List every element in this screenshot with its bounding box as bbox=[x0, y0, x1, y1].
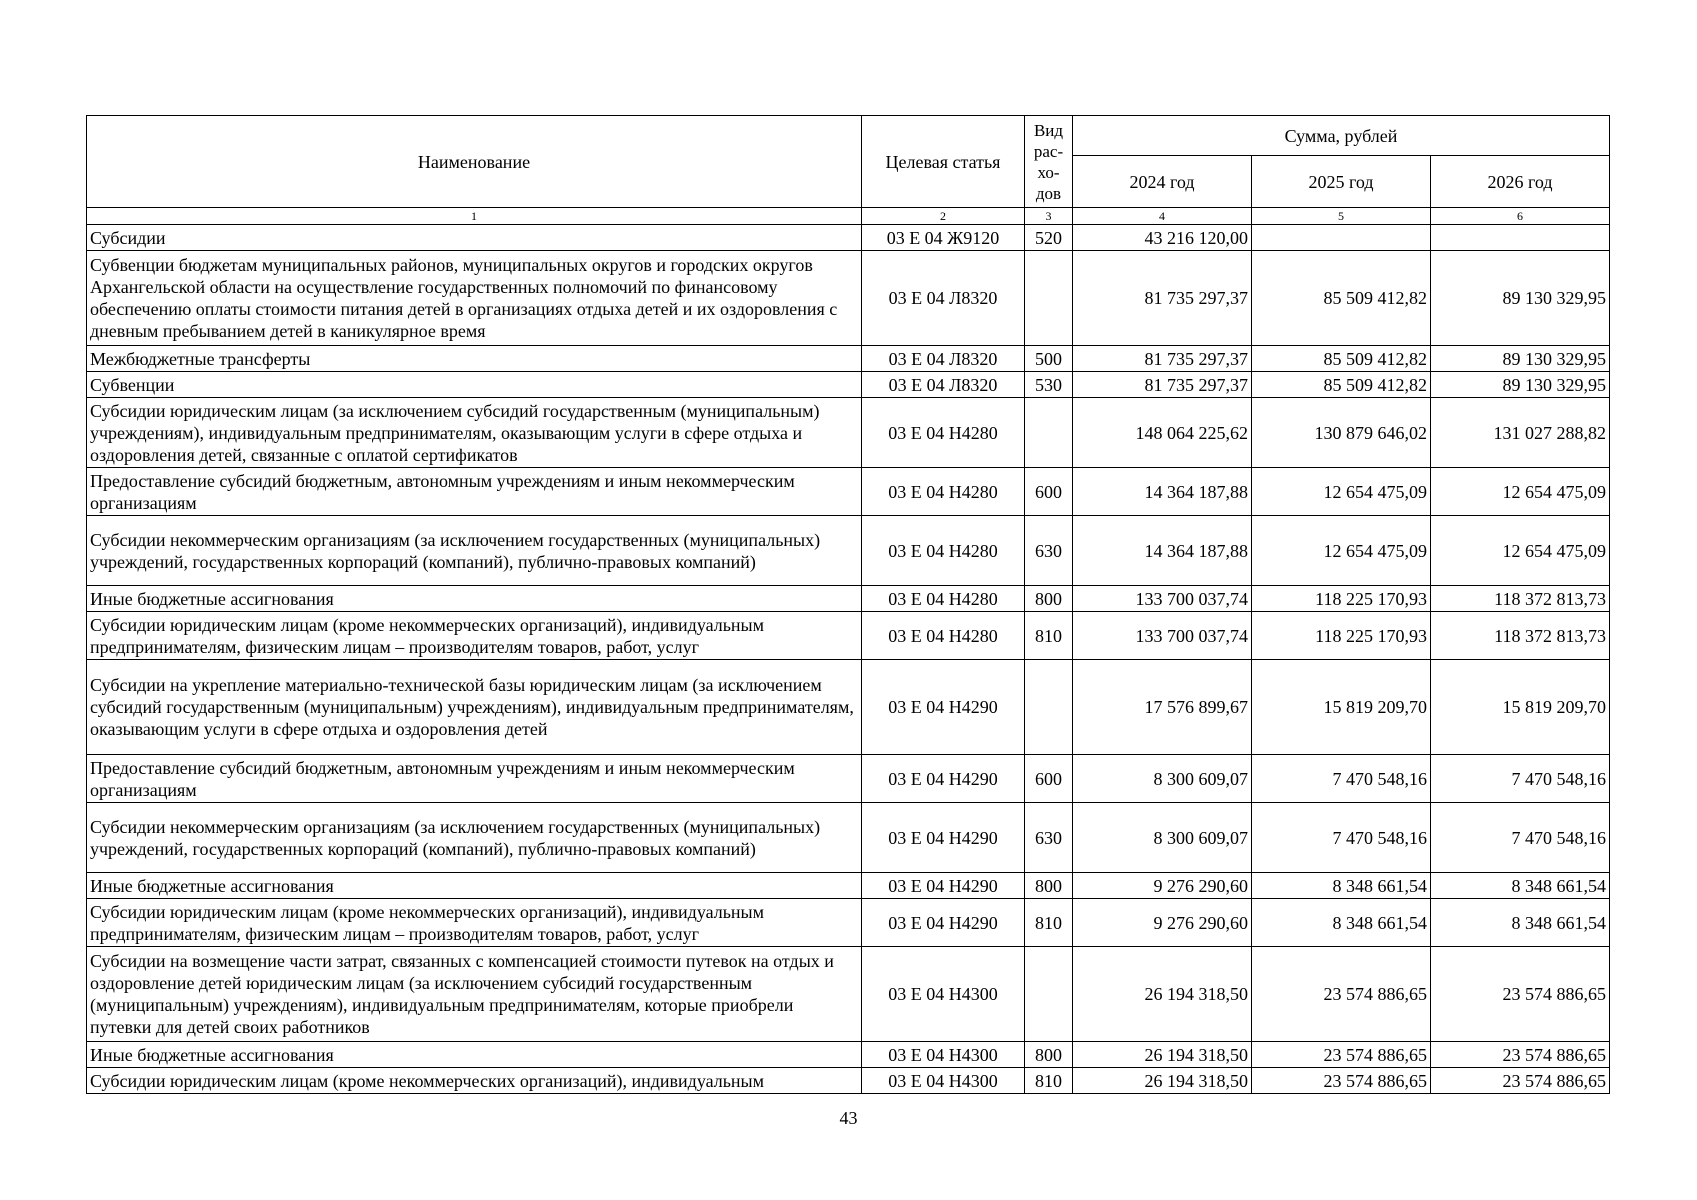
table-row bbox=[87, 398, 1610, 468]
row-amount-2026: 12 654 475,09 bbox=[1431, 516, 1610, 586]
row-target-article: 03 Е 04 Н4290 bbox=[862, 899, 1025, 947]
table-row bbox=[87, 1042, 1610, 1068]
table-row bbox=[87, 586, 1610, 612]
row-name: Предоставление субсидий бюджетным, автономным учреждениям и иным некоммерческим организациям bbox=[87, 755, 862, 803]
row-amount-2025: 15 819 209,70 bbox=[1252, 660, 1431, 755]
row-amount-2026: 15 819 209,70 bbox=[1431, 660, 1610, 755]
row-amount-2025: 23 574 886,65 bbox=[1252, 1042, 1431, 1068]
column-number: 6 bbox=[1431, 208, 1610, 225]
row-amount-2026: 23 574 886,65 bbox=[1431, 1068, 1610, 1094]
row-name: Субсидии юридическим лицам (кроме некоммерческих организаций), индивидуальным предпринимателям, физическим лицам – производителям товаров, работ, услуг bbox=[87, 612, 862, 660]
row-name: Иные бюджетные ассигнования bbox=[87, 873, 862, 899]
table-row bbox=[87, 899, 1610, 947]
row-target-article: 03 Е 04 Н4290 bbox=[862, 755, 1025, 803]
table-row bbox=[87, 516, 1610, 586]
row-name: Субсидии некоммерческим организациям (за исключением государственных (муниципальных) учреждений, государственных корпораций (компаний), публично-правовых компаний) bbox=[87, 516, 862, 586]
table-row bbox=[87, 468, 1610, 516]
row-name: Субсидии на укрепление материально-технической базы юридическим лицам (за исключением субсидий государственным (муниципальным) учреждениям), индивидуальным предпринимателям, оказывающим услуги в сфере отдыха и оздоровления детей bbox=[87, 660, 862, 755]
table-row bbox=[87, 346, 1610, 372]
table-row bbox=[87, 251, 1610, 346]
row-expense-type: 600 bbox=[1025, 468, 1073, 516]
row-name: Субвенции бюджетам муниципальных районов, муниципальных округов и городских округов Архангельской области на осуществление государственных полномочий по финансовому обеспечению оплаты стоимости питания детей в организациях отдыха детей и их оздоровления с дневным пребыванием детей в каникулярное время bbox=[87, 251, 862, 346]
table-row bbox=[87, 225, 1610, 251]
row-amount-2024: 14 364 187,88 bbox=[1073, 468, 1252, 516]
row-amount-2025: 23 574 886,65 bbox=[1252, 1068, 1431, 1094]
row-target-article: 03 Е 04 Н4280 bbox=[862, 398, 1025, 468]
page-number: 43 bbox=[839, 1108, 858, 1128]
row-amount-2025: 118 225 170,93 bbox=[1252, 586, 1431, 612]
row-amount-2026: 89 130 329,95 bbox=[1431, 372, 1610, 398]
table-row bbox=[87, 803, 1610, 873]
row-target-article: 03 Е 04 Н4290 bbox=[862, 660, 1025, 755]
row-amount-2026: 89 130 329,95 bbox=[1431, 346, 1610, 372]
row-target-article: 03 Е 04 Л8320 bbox=[862, 372, 1025, 398]
column-number: 3 bbox=[1025, 208, 1073, 225]
table-row bbox=[87, 1068, 1610, 1094]
row-amount-2024: 133 700 037,74 bbox=[1073, 612, 1252, 660]
row-amount-2024: 8 300 609,07 bbox=[1073, 803, 1252, 873]
row-amount-2026: 7 470 548,16 bbox=[1431, 755, 1610, 803]
table-header bbox=[87, 116, 1610, 225]
row-expense-type: 810 bbox=[1025, 1068, 1073, 1094]
row-amount-2024: 26 194 318,50 bbox=[1073, 1068, 1252, 1094]
budget-table bbox=[86, 115, 1610, 1094]
row-amount-2024: 26 194 318,50 bbox=[1073, 1042, 1252, 1068]
table-row bbox=[87, 372, 1610, 398]
row-amount-2024: 9 276 290,60 bbox=[1073, 873, 1252, 899]
row-target-article: 03 Е 04 Н4290 bbox=[862, 873, 1025, 899]
table-row bbox=[87, 947, 1610, 1042]
row-target-article: 03 Е 04 Н4300 bbox=[862, 1068, 1025, 1094]
table-body bbox=[87, 225, 1610, 1094]
row-target-article: 03 Е 04 Н4280 bbox=[862, 468, 1025, 516]
row-expense-type: 520 bbox=[1025, 225, 1073, 251]
row-amount-2024: 8 300 609,07 bbox=[1073, 755, 1252, 803]
row-amount-2026: 118 372 813,73 bbox=[1431, 586, 1610, 612]
row-target-article: 03 Е 04 Н4280 bbox=[862, 516, 1025, 586]
row-expense-type: 630 bbox=[1025, 516, 1073, 586]
table-row bbox=[87, 612, 1610, 660]
row-amount-2025 bbox=[1252, 225, 1431, 251]
row-amount-2025: 8 348 661,54 bbox=[1252, 873, 1431, 899]
column-number: 2 bbox=[862, 208, 1025, 225]
header-target-article: Целевая статья bbox=[862, 116, 1025, 208]
row-name: Субсидии на возмещение части затрат, связанных с компенсацией стоимости путевок на отдых и оздоровление детей юридическим лицам (за исключением субсидий государственным (муниципальным) учреждениям), индивидуальным предпринимателям, которые приобрели путевки для детей своих работников bbox=[87, 947, 862, 1042]
row-amount-2024: 9 276 290,60 bbox=[1073, 899, 1252, 947]
row-name: Субсидии юридическим лицам (за исключением субсидий государственным (муниципальным) учреждениям), индивидуальным предпринимателям, оказывающим услуги в сфере отдыха и оздоровления детей, связанные с оплатой сертификатов bbox=[87, 398, 862, 468]
table-row bbox=[87, 755, 1610, 803]
table-row bbox=[87, 873, 1610, 899]
row-amount-2025: 7 470 548,16 bbox=[1252, 803, 1431, 873]
row-expense-type: 500 bbox=[1025, 346, 1073, 372]
row-name: Предоставление субсидий бюджетным, автономным учреждениям и иным некоммерческим организациям bbox=[87, 468, 862, 516]
row-expense-type: 630 bbox=[1025, 803, 1073, 873]
header-expense-type: Вид рас-хо-дов bbox=[1025, 116, 1073, 208]
row-expense-type bbox=[1025, 660, 1073, 755]
row-amount-2024: 148 064 225,62 bbox=[1073, 398, 1252, 468]
row-expense-type: 810 bbox=[1025, 899, 1073, 947]
column-number: 1 bbox=[87, 208, 862, 225]
row-amount-2024: 81 735 297,37 bbox=[1073, 346, 1252, 372]
row-amount-2026: 89 130 329,95 bbox=[1431, 251, 1610, 346]
row-expense-type bbox=[1025, 251, 1073, 346]
row-amount-2025: 8 348 661,54 bbox=[1252, 899, 1431, 947]
row-amount-2026: 8 348 661,54 bbox=[1431, 873, 1610, 899]
row-amount-2024: 133 700 037,74 bbox=[1073, 586, 1252, 612]
row-amount-2024: 17 576 899,67 bbox=[1073, 660, 1252, 755]
column-number: 5 bbox=[1252, 208, 1431, 225]
header-year-2026: 2026 год bbox=[1431, 156, 1610, 208]
row-target-article: 03 Е 04 Н4300 bbox=[862, 1042, 1025, 1068]
header-year-2025: 2025 год bbox=[1252, 156, 1431, 208]
row-amount-2026 bbox=[1431, 225, 1610, 251]
row-expense-type: 530 bbox=[1025, 372, 1073, 398]
row-name: Субсидии bbox=[87, 225, 862, 251]
row-amount-2024: 14 364 187,88 bbox=[1073, 516, 1252, 586]
row-target-article: 03 Е 04 Л8320 bbox=[862, 346, 1025, 372]
row-amount-2025: 85 509 412,82 bbox=[1252, 251, 1431, 346]
row-amount-2024: 81 735 297,37 bbox=[1073, 372, 1252, 398]
row-amount-2026: 23 574 886,65 bbox=[1431, 1042, 1610, 1068]
row-amount-2025: 130 879 646,02 bbox=[1252, 398, 1431, 468]
row-name: Субсидии юридическим лицам (кроме некоммерческих организаций), индивидуальным предпринимателям, физическим лицам – производителям товаров, работ, услуг bbox=[87, 899, 862, 947]
row-expense-type: 810 bbox=[1025, 612, 1073, 660]
row-expense-type: 800 bbox=[1025, 1042, 1073, 1068]
row-amount-2025: 85 509 412,82 bbox=[1252, 372, 1431, 398]
row-name: Межбюджетные трансферты bbox=[87, 346, 862, 372]
row-target-article: 03 Е 04 Н4290 bbox=[862, 803, 1025, 873]
row-name: Субсидии юридическим лицам (кроме некоммерческих организаций), индивидуальным bbox=[87, 1068, 862, 1094]
row-target-article: 03 Е 04 Л8320 bbox=[862, 251, 1025, 346]
row-amount-2025: 118 225 170,93 bbox=[1252, 612, 1431, 660]
row-amount-2026: 131 027 288,82 bbox=[1431, 398, 1610, 468]
row-amount-2026: 118 372 813,73 bbox=[1431, 612, 1610, 660]
header-name: Наименование bbox=[87, 116, 862, 208]
row-target-article: 03 Е 04 Н4280 bbox=[862, 612, 1025, 660]
row-amount-2025: 23 574 886,65 bbox=[1252, 947, 1431, 1042]
row-amount-2025: 7 470 548,16 bbox=[1252, 755, 1431, 803]
header-sum: Сумма, рублей bbox=[1073, 116, 1610, 156]
row-expense-type bbox=[1025, 947, 1073, 1042]
row-name: Субвенции bbox=[87, 372, 862, 398]
row-expense-type: 800 bbox=[1025, 873, 1073, 899]
row-name: Иные бюджетные ассигнования bbox=[87, 1042, 862, 1068]
row-amount-2024: 26 194 318,50 bbox=[1073, 947, 1252, 1042]
column-number-row bbox=[87, 208, 1610, 225]
row-expense-type bbox=[1025, 398, 1073, 468]
row-expense-type: 600 bbox=[1025, 755, 1073, 803]
row-amount-2026: 23 574 886,65 bbox=[1431, 947, 1610, 1042]
table-row bbox=[87, 660, 1610, 755]
row-expense-type: 800 bbox=[1025, 586, 1073, 612]
row-amount-2025: 12 654 475,09 bbox=[1252, 516, 1431, 586]
row-amount-2025: 12 654 475,09 bbox=[1252, 468, 1431, 516]
row-target-article: 03 Е 04 Н4300 bbox=[862, 947, 1025, 1042]
row-amount-2025: 85 509 412,82 bbox=[1252, 346, 1431, 372]
row-amount-2026: 7 470 548,16 bbox=[1431, 803, 1610, 873]
row-amount-2024: 43 216 120,00 bbox=[1073, 225, 1252, 251]
row-target-article: 03 Е 04 Ж9120 bbox=[862, 225, 1025, 251]
column-number: 4 bbox=[1073, 208, 1252, 225]
row-name: Иные бюджетные ассигнования bbox=[87, 586, 862, 612]
row-amount-2024: 81 735 297,37 bbox=[1073, 251, 1252, 346]
row-amount-2026: 12 654 475,09 bbox=[1431, 468, 1610, 516]
row-amount-2026: 8 348 661,54 bbox=[1431, 899, 1610, 947]
header-year-2024: 2024 год bbox=[1073, 156, 1252, 208]
row-target-article: 03 Е 04 Н4280 bbox=[862, 586, 1025, 612]
row-name: Субсидии некоммерческим организациям (за исключением государственных (муниципальных) учреждений, государственных корпораций (компаний), публично-правовых компаний) bbox=[87, 803, 862, 873]
